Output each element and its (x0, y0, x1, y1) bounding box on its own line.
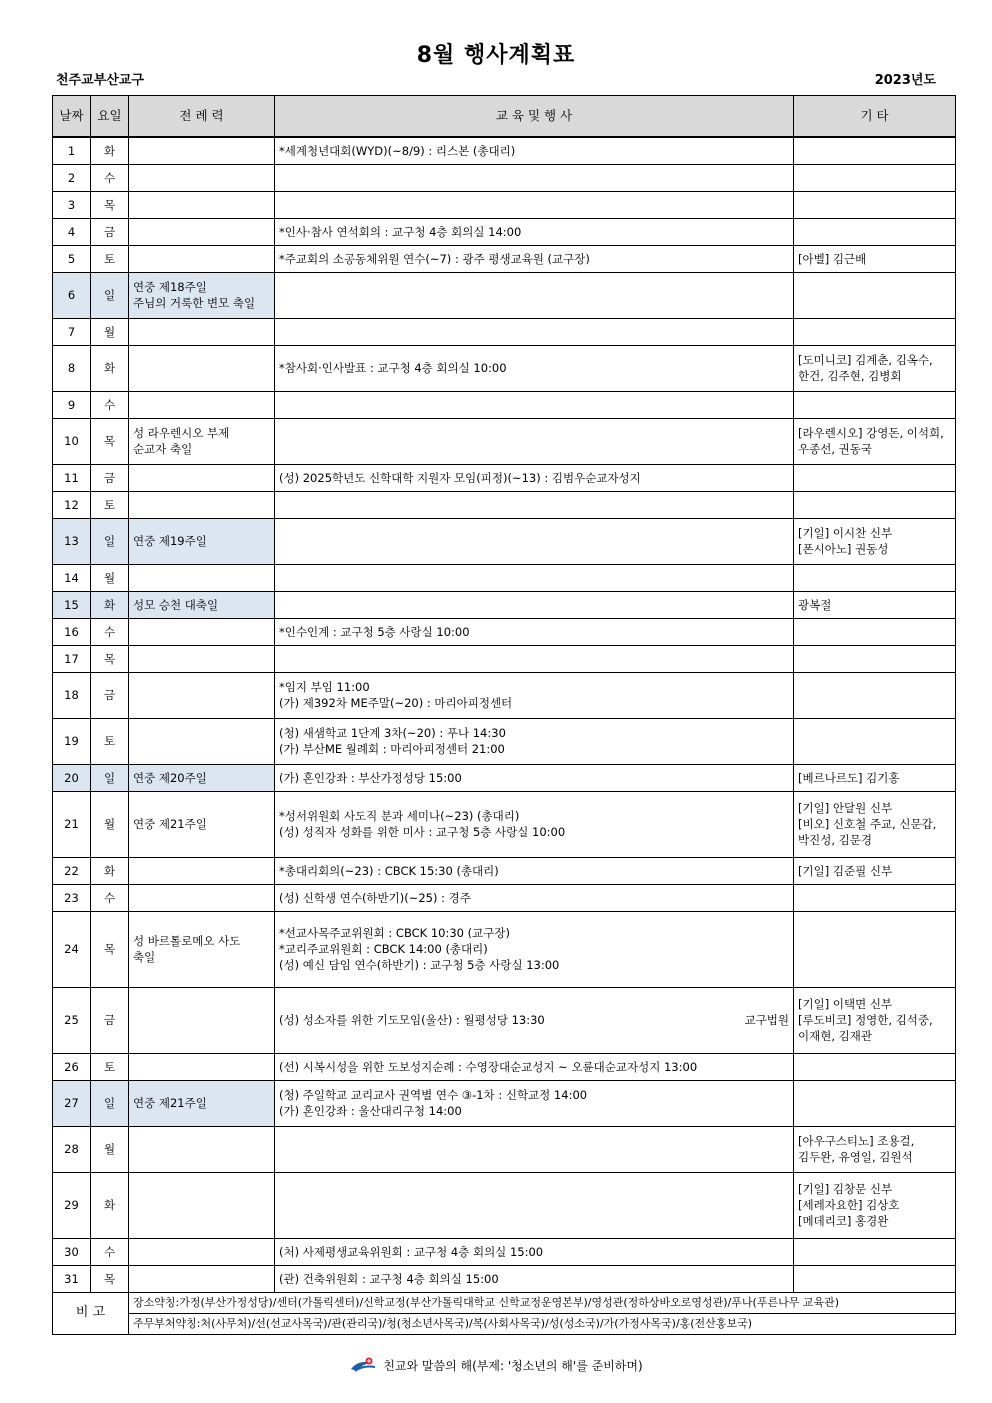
table-row (53, 645, 956, 672)
date-cell: 18 (53, 672, 91, 718)
etc-cell (794, 618, 956, 645)
table-row (53, 1053, 956, 1080)
etc-cell-line: [기일] 김준필 신부 (798, 863, 893, 878)
events-cell (275, 1080, 794, 1126)
date-cell: 22 (53, 857, 91, 884)
liturgy-cell (129, 591, 275, 618)
date-cell: 6 (53, 272, 91, 318)
events-cell-line: *총대리회의(~23) : CBCK 15:30 (총대리) (279, 863, 499, 878)
liturgy-cell-line: 성 바르톨로메오 사도 (133, 934, 241, 948)
liturgy-cell (129, 987, 275, 1053)
weekday-cell: 목 (91, 645, 129, 672)
liturgy-cell (129, 1265, 275, 1292)
events-cell (275, 137, 794, 164)
events-cell (275, 245, 794, 272)
weekday-cell: 수 (91, 618, 129, 645)
etc-cell-line: 우종선, 권동국 (798, 442, 872, 456)
liturgy-cell-line: 성 라우렌시오 부제 (133, 426, 230, 440)
events-cell-line: (성) 예신 담임 연수(하반기) : 교구청 5층 사랑실 13:00 (279, 958, 560, 972)
events-cell-line: (성) 성소자를 위한 기도모임(울산) : 월평성당 13:30 (279, 1013, 545, 1027)
table-row (53, 911, 956, 987)
date-cell: 31 (53, 1265, 91, 1292)
weekday-cell: 토 (91, 245, 129, 272)
liturgy-cell-line: 순교자 축일 (133, 442, 193, 456)
liturgy-cell (129, 464, 275, 491)
schedule-table (52, 95, 956, 1335)
table-row (53, 791, 956, 857)
events-cell-line: (청) 새샘학교 1단계 3차(~20) : 푸나 14:30 (279, 726, 506, 740)
liturgy-cell (129, 245, 275, 272)
events-cell-line: *인사·참사 연석회의 : 교구청 4층 회의실 14:00 (279, 224, 522, 239)
etc-cell (794, 491, 956, 518)
etc-cell-line: [기일] 이택면 신부 (798, 997, 893, 1011)
header-events: 교 육 및 행 사 (275, 96, 794, 138)
etc-cell-line: [기일] 안달원 신부 (798, 801, 893, 815)
table-row (53, 272, 956, 318)
liturgy-cell (129, 218, 275, 245)
liturgy-cell (129, 518, 275, 564)
table-row (53, 764, 956, 791)
liturgy-cell (129, 564, 275, 591)
table-row (53, 1126, 956, 1172)
etc-cell (794, 245, 956, 272)
weekday-cell: 월 (91, 318, 129, 345)
weekday-cell: 목 (91, 191, 129, 218)
date-cell: 19 (53, 718, 91, 764)
etc-cell-line: [베르나르도] 김기홍 (798, 770, 900, 785)
table-row (53, 318, 956, 345)
date-cell: 23 (53, 884, 91, 911)
events-cell (275, 1172, 794, 1238)
etc-cell (794, 764, 956, 791)
events-cell-line: (가) 제392차 ME주말(~20) : 마리아피정센터 (279, 696, 513, 710)
liturgy-cell (129, 191, 275, 218)
date-cell: 2 (53, 164, 91, 191)
date-cell: 16 (53, 618, 91, 645)
date-cell: 21 (53, 791, 91, 857)
events-cell (275, 164, 794, 191)
organization-name: 천주교부산교구 (56, 73, 144, 88)
weekday-cell: 토 (91, 718, 129, 764)
header-date: 날짜 (53, 96, 91, 138)
events-cell (275, 464, 794, 491)
weekday-cell: 일 (91, 1080, 129, 1126)
events-cell (275, 345, 794, 391)
date-cell: 27 (53, 1080, 91, 1126)
events-cell-line: (가) 혼인강좌 : 부산가정성당 15:00 (279, 770, 462, 785)
liturgy-cell (129, 645, 275, 672)
etc-cell-line: [폰시아노] 권동성 (798, 542, 889, 556)
table-row (53, 618, 956, 645)
liturgy-cell (129, 791, 275, 857)
table-row (53, 1238, 956, 1265)
liturgy-cell (129, 318, 275, 345)
etc-cell-line: 박진성, 김문경 (798, 833, 872, 847)
etc-cell (794, 218, 956, 245)
table-row (53, 218, 956, 245)
weekday-cell: 토 (91, 1053, 129, 1080)
weekday-cell: 일 (91, 272, 129, 318)
liturgy-cell (129, 618, 275, 645)
etc-cell (794, 1172, 956, 1238)
liturgy-cell (129, 137, 275, 164)
date-cell: 28 (53, 1126, 91, 1172)
events-cell (275, 645, 794, 672)
header-etc: 기 타 (794, 96, 956, 138)
events-cell-line: *성서위원회 사도직 분과 세미나(~23) (총대리) (279, 809, 520, 823)
events-cell-line: (처) 사제평생교육위원회 : 교구청 4층 회의실 15:00 (279, 1244, 544, 1259)
date-cell: 3 (53, 191, 91, 218)
date-cell: 7 (53, 318, 91, 345)
table-row (53, 137, 956, 164)
header-day: 요일 (91, 96, 129, 138)
date-cell: 9 (53, 391, 91, 418)
weekday-cell: 월 (91, 1126, 129, 1172)
events-cell (275, 911, 794, 987)
notes-row (53, 1292, 956, 1313)
table-row (53, 857, 956, 884)
table-row (53, 191, 956, 218)
etc-cell (794, 272, 956, 318)
events-cell (275, 987, 794, 1053)
events-cell (275, 218, 794, 245)
liturgy-cell-line: 연중 제18주일 (133, 280, 207, 294)
etc-cell (794, 518, 956, 564)
page-title: 8월 행사계획표 (416, 43, 576, 68)
etc-cell-line: [아우구스티노] 조용걸, (798, 1134, 915, 1148)
date-cell: 5 (53, 245, 91, 272)
notes-departments (129, 1313, 956, 1334)
table-row (53, 591, 956, 618)
etc-cell (794, 418, 956, 464)
events-cell-line: (선) 시복시성을 위한 도보성지순례 : 수영장대순교성지 ~ 오륜대순교자성지 13:00 (279, 1059, 698, 1074)
events-cell-line: (청) 주일학교 교리교사 권역별 연수 ③-1차 : 신학교정 14:00 (279, 1088, 588, 1102)
etc-cell (794, 911, 956, 987)
date-cell: 30 (53, 1238, 91, 1265)
weekday-cell: 수 (91, 391, 129, 418)
weekday-cell: 수 (91, 884, 129, 911)
events-cell (275, 191, 794, 218)
table-row (53, 491, 956, 518)
etc-cell-line: [메데리코] 홍경완 (798, 1214, 889, 1228)
table-row (53, 987, 956, 1053)
events-cell-line: (관) 건축위원회 : 교구청 4층 회의실 15:00 (279, 1271, 499, 1286)
events-cell (275, 318, 794, 345)
footer (0, 1357, 992, 1376)
etc-cell (794, 391, 956, 418)
date-cell: 12 (53, 491, 91, 518)
table-row (53, 345, 956, 391)
year-label: 2023년도 (874, 73, 936, 88)
events-cell-line: (가) 부산ME 월례회 : 마리아피정센터 21:00 (279, 742, 505, 756)
liturgy-cell (129, 718, 275, 764)
liturgy-cell-line: 주님의 거룩한 변모 축일 (133, 296, 256, 310)
events-cell (275, 591, 794, 618)
weekday-cell: 수 (91, 164, 129, 191)
date-cell: 4 (53, 218, 91, 245)
liturgy-cell-line: 연중 제19주일 (133, 534, 207, 548)
events-cell (275, 791, 794, 857)
events-cell (275, 491, 794, 518)
notes-label: 비 고 (53, 1292, 129, 1334)
etc-cell (794, 164, 956, 191)
weekday-cell: 일 (91, 518, 129, 564)
date-cell: 20 (53, 764, 91, 791)
date-cell: 10 (53, 418, 91, 464)
events-cell (275, 1126, 794, 1172)
liturgy-cell (129, 164, 275, 191)
weekday-cell: 금 (91, 464, 129, 491)
table-row (53, 1265, 956, 1292)
events-cell-line: *인수인계 : 교구청 5층 사랑실 10:00 (279, 624, 470, 639)
weekday-cell: 화 (91, 345, 129, 391)
etc-cell (794, 345, 956, 391)
etc-cell (794, 884, 956, 911)
etc-cell (794, 318, 956, 345)
liturgy-cell (129, 672, 275, 718)
weekday-cell: 화 (91, 137, 129, 164)
events-cell (275, 1238, 794, 1265)
weekday-cell: 월 (91, 564, 129, 591)
liturgy-cell-line: 성모 승천 대축일 (133, 597, 219, 612)
events-cell (275, 718, 794, 764)
liturgy-cell-line: 연중 제21주일 (133, 817, 207, 831)
weekday-cell: 목 (91, 418, 129, 464)
events-cell-line: *교리주교위원회 : CBCK 14:00 (총대리) (279, 942, 488, 956)
weekday-cell: 금 (91, 987, 129, 1053)
liturgy-cell (129, 857, 275, 884)
etc-cell (794, 672, 956, 718)
table-row (53, 418, 956, 464)
weekday-cell: 화 (91, 857, 129, 884)
table-row (53, 1172, 956, 1238)
etc-cell (794, 591, 956, 618)
weekday-cell: 목 (91, 911, 129, 987)
table-row (53, 164, 956, 191)
events-cell-line: *선교사목주교위원회 : CBCK 10:30 (교구장) (279, 926, 510, 940)
liturgy-cell-line: 연중 제21주일 (133, 1096, 207, 1110)
date-cell: 15 (53, 591, 91, 618)
date-cell: 14 (53, 564, 91, 591)
etc-cell-line: 한건, 김주현, 김병회 (798, 369, 902, 383)
events-cell-line: (가) 혼인강좌 : 울산대리구청 14:00 (279, 1104, 462, 1118)
date-cell: 13 (53, 518, 91, 564)
notes-places (129, 1292, 956, 1313)
events-cell-line: *참사회·인사발표 : 교구청 4층 회의실 10:00 (279, 361, 507, 375)
date-cell: 25 (53, 987, 91, 1053)
events-cell (275, 418, 794, 464)
diocese-logo-icon (349, 1357, 377, 1376)
events-cell (275, 764, 794, 791)
weekday-cell: 목 (91, 1265, 129, 1292)
weekday-cell: 수 (91, 1238, 129, 1265)
etc-cell-line: [라우렌시오] 강영돈, 이석희, (798, 426, 944, 440)
date-cell: 29 (53, 1172, 91, 1238)
table-header-row (53, 96, 956, 138)
etc-cell-line: [루도비코] 정영한, 김석중, (798, 1013, 933, 1027)
etc-cell-line: 김두완, 유영일, 김원석 (798, 1150, 913, 1164)
etc-cell (794, 645, 956, 672)
etc-cell (794, 1053, 956, 1080)
etc-cell (794, 1126, 956, 1172)
liturgy-cell (129, 345, 275, 391)
liturgy-cell (129, 418, 275, 464)
events-cell (275, 1265, 794, 1292)
liturgy-cell (129, 491, 275, 518)
etc-cell (794, 857, 956, 884)
liturgy-cell (129, 1080, 275, 1126)
notes-departments-text: 주무부처약칭:처(사무처)/선(선교사목국)/관(관리국)/청(청소년사목국)/복(사회사목국)/성(성소국)/가(가정사목국)/홍(전산홍보국) (133, 1316, 752, 1330)
date-cell: 26 (53, 1053, 91, 1080)
table-row (53, 564, 956, 591)
liturgy-cell (129, 764, 275, 791)
notes-row (53, 1313, 956, 1334)
events-cell-line: (성) 신학생 연수(하반기)(~25) : 경주 (279, 890, 471, 905)
etc-cell (794, 718, 956, 764)
liturgy-cell (129, 391, 275, 418)
weekday-cell: 금 (91, 218, 129, 245)
events-cell (275, 857, 794, 884)
etc-cell (794, 987, 956, 1053)
etc-cell (794, 1238, 956, 1265)
liturgy-cell (129, 1053, 275, 1080)
weekday-cell: 월 (91, 791, 129, 857)
events-cell-line: (성) 2025학년도 신학대학 지원자 모임(피정)(~13) : 김범우순교자성지 (279, 470, 641, 485)
date-cell: 1 (53, 137, 91, 164)
events-cell-line: *세계청년대회(WYD)(~8/9) : 리스본 (총대리) (279, 143, 516, 158)
liturgy-cell (129, 1238, 275, 1265)
liturgy-cell (129, 911, 275, 987)
etc-cell (794, 191, 956, 218)
table-row (53, 1080, 956, 1126)
events-cell (275, 884, 794, 911)
weekday-cell: 금 (91, 672, 129, 718)
events-cell-line: *주교회의 소공동체위원 연수(~7) : 광주 평생교육원 (교구장) (279, 251, 590, 266)
liturgy-cell (129, 1126, 275, 1172)
table-row (53, 518, 956, 564)
etc-cell-line: [도미니코] 김계춘, 김옥수, (798, 353, 933, 367)
table-row (53, 884, 956, 911)
etc-cell-line: [아벨] 김근배 (798, 251, 867, 266)
weekday-cell: 일 (91, 764, 129, 791)
liturgy-cell-line: 연중 제20주일 (133, 770, 207, 785)
etc-cell-line: [세레자요한] 김상호 (798, 1198, 900, 1212)
etc-cell-line: [기일] 이시찬 신부 (798, 526, 893, 540)
events-cell (275, 618, 794, 645)
notes-places-text: 장소약칭:가정(부산가정성당)/센터(가톨릭센터)/신학교정(부산가톨릭대학교 신학교정운영본부)/영성관(정하상바오로영성관)/푸나(푸른나무 교육관) (133, 1295, 839, 1309)
events-cell-line: (성) 성직자 성화를 위한 미사 : 교구청 5층 사랑실 10:00 (279, 825, 566, 839)
liturgy-cell (129, 1172, 275, 1238)
date-cell: 8 (53, 345, 91, 391)
events-cell (275, 1053, 794, 1080)
etc-cell (794, 464, 956, 491)
etc-cell (794, 1080, 956, 1126)
table-row (53, 718, 956, 764)
table-row (53, 245, 956, 272)
etc-cell (794, 791, 956, 857)
weekday-cell: 화 (91, 1172, 129, 1238)
footer-motto: 친교와 말씀의 해(부제: '청소년의 해'를 준비하며) (383, 1359, 643, 1373)
liturgy-cell (129, 272, 275, 318)
events-cell (275, 272, 794, 318)
etc-cell (794, 564, 956, 591)
events-cell (275, 518, 794, 564)
event-right-note: 교구법원 (744, 1013, 789, 1027)
etc-cell-line: [기일] 김창문 신부 (798, 1182, 893, 1196)
date-cell: 11 (53, 464, 91, 491)
header-liturgy: 전 례 력 (129, 96, 275, 138)
table-row (53, 391, 956, 418)
etc-cell-line: 이재현, 김재관 (798, 1029, 872, 1043)
etc-cell-line: 광복절 (798, 597, 832, 612)
date-cell: 24 (53, 911, 91, 987)
date-cell: 17 (53, 645, 91, 672)
events-cell (275, 391, 794, 418)
etc-cell (794, 1265, 956, 1292)
events-cell (275, 672, 794, 718)
events-cell-line: *임지 부임 11:00 (279, 680, 370, 694)
table-row (53, 672, 956, 718)
weekday-cell: 화 (91, 591, 129, 618)
table-row (53, 464, 956, 491)
etc-cell (794, 137, 956, 164)
liturgy-cell (129, 884, 275, 911)
events-cell (275, 564, 794, 591)
etc-cell-line: [비오] 신호철 주교, 신문갑, (798, 817, 937, 831)
liturgy-cell-line: 축일 (133, 950, 156, 964)
weekday-cell: 토 (91, 491, 129, 518)
